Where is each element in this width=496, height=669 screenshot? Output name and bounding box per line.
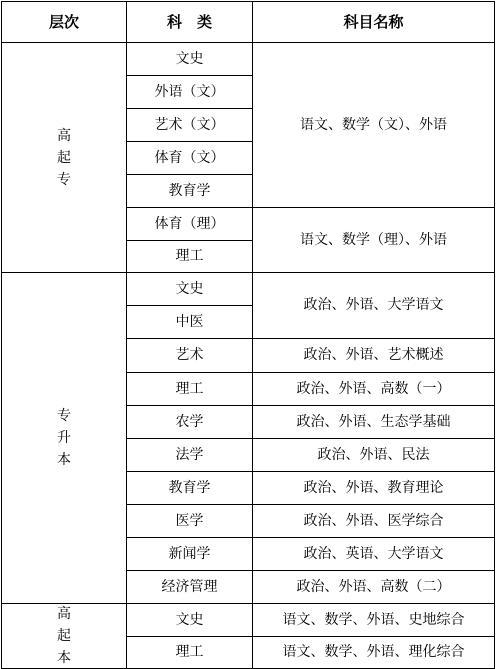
subjects-divider (252, 438, 494, 439)
category-cell: 文史 (175, 50, 204, 67)
category-divider (126, 372, 252, 373)
subjects-cell: 政治、外语、高数（二） (296, 578, 451, 595)
header-divider (1, 42, 495, 43)
level-cell (2, 604, 126, 668)
category-cell: 体育（理） (154, 215, 225, 232)
category-divider (126, 636, 252, 637)
header-category: 科 类 (166, 12, 212, 31)
category-divider (126, 108, 252, 109)
level-char: 本 (57, 650, 71, 666)
subjects-divider (252, 372, 494, 373)
category-divider (126, 240, 252, 241)
subjects-divider (252, 504, 494, 505)
column-border-1 (126, 1, 127, 669)
category-cell: 教育学 (168, 182, 211, 199)
category-cell: 中医 (175, 313, 204, 330)
category-cell: 理工 (175, 248, 204, 265)
category-cell: 理工 (175, 644, 204, 661)
category-cell: 外语（文） (154, 83, 225, 100)
category-divider (126, 570, 252, 571)
level-char: 高 (57, 127, 71, 144)
subjects-cell: 政治、外语、艺术概述 (303, 347, 444, 364)
level-char: 专 (57, 408, 71, 424)
category-cell: 新闻学 (168, 545, 211, 562)
category-divider (126, 338, 252, 339)
category-divider (126, 174, 252, 175)
subjects-divider (252, 405, 494, 406)
subjects-divider (252, 537, 494, 538)
subjects-divider (252, 207, 494, 208)
subjects-cell: 政治、外语、民法 (317, 446, 430, 463)
header-subjects: 科目名称 (343, 12, 404, 31)
subjects-cell: 语文、数学、外语、理化综合 (282, 644, 465, 661)
category-divider (126, 405, 252, 406)
level-char: 专 (57, 171, 71, 188)
category-cell: 法学 (175, 446, 204, 463)
subjects-divider (252, 570, 494, 571)
level-char: 本 (57, 452, 71, 468)
subjects-cell: 政治、外语、医学综合 (303, 512, 444, 529)
level-char: 升 (57, 430, 71, 446)
category-cell: 体育（文） (154, 149, 225, 166)
category-divider (126, 141, 252, 142)
category-cell: 医学 (175, 512, 204, 529)
subjects-divider (252, 636, 494, 637)
category-divider (126, 75, 252, 76)
table-top-border (1, 1, 495, 2)
header-level: 层次 (48, 12, 79, 31)
category-divider (126, 438, 252, 439)
category-cell: 艺术（文） (154, 116, 225, 133)
category-divider (126, 207, 252, 208)
subjects-cell: 政治、外语、教育理论 (303, 479, 444, 496)
subjects-divider (252, 338, 494, 339)
category-divider (126, 305, 252, 306)
category-divider (126, 537, 252, 538)
category-cell: 理工 (175, 380, 204, 397)
category-cell: 教育学 (168, 479, 211, 496)
subjects-cell: 政治、外语、高数（一） (296, 380, 451, 397)
level-cell (2, 43, 126, 272)
subjects-cell: 政治、外语、大学语文 (303, 297, 444, 314)
level-cell (2, 273, 126, 603)
column-border-2 (252, 1, 253, 669)
subjects-cell: 政治、英语、大学语文 (303, 545, 444, 562)
category-cell: 文史 (175, 280, 204, 297)
level-char: 起 (57, 149, 71, 166)
column-border-3 (494, 1, 495, 669)
subjects-cell: 语文、数学（理）、外语 (300, 231, 447, 248)
subjects-divider (252, 471, 494, 472)
subjects-cell: 语文、数学（文）、外语 (300, 116, 447, 133)
category-cell: 经济管理 (161, 578, 218, 595)
category-cell: 文史 (175, 611, 204, 628)
category-divider (126, 504, 252, 505)
level-char: 起 (57, 628, 71, 644)
level-char: 高 (57, 606, 71, 622)
category-cell: 农学 (175, 413, 204, 430)
category-divider (126, 471, 252, 472)
column-border-0 (1, 1, 2, 669)
subjects-cell: 政治、外语、生态学基础 (296, 413, 451, 430)
category-cell: 艺术 (175, 347, 204, 364)
subjects-cell: 语文、数学、外语、史地综合 (282, 611, 465, 628)
